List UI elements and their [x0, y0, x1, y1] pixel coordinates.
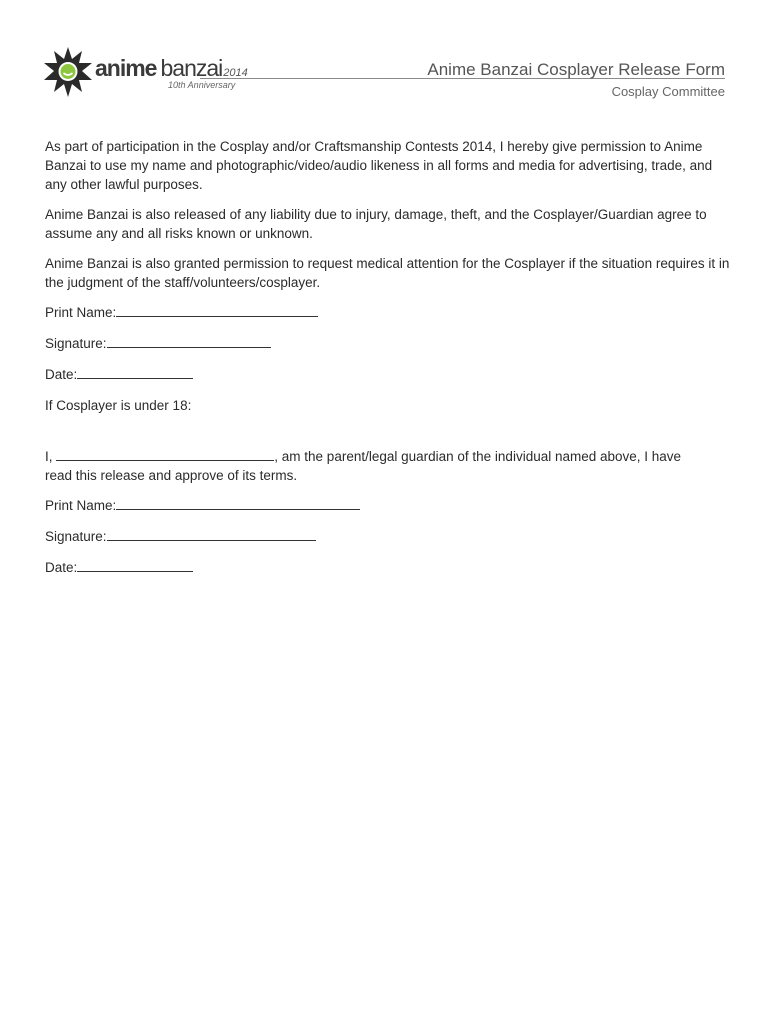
guardian-print-name-row	[45, 496, 730, 527]
guardian-print-name-line[interactable]	[116, 496, 360, 510]
print-name-label: Print Name:	[45, 305, 117, 320]
signature-line[interactable]	[107, 334, 271, 348]
print-name-line[interactable]	[116, 303, 318, 317]
guardian-print-name-label: Print Name:	[45, 498, 117, 513]
minor-section-heading-row	[45, 396, 730, 427]
signature-label: Signature:	[45, 336, 107, 351]
guardian-signature-label: Signature:	[45, 529, 107, 544]
minor-section-heading: If Cosplayer is under 18:	[45, 398, 192, 413]
liability-paragraph: Anime Banzai is also released of any liability due to injury, damage, theft, and the Cosplayer/Guardian agree to assume any and all risks known or unknown.	[45, 207, 707, 241]
guardian-date-row	[45, 558, 730, 589]
guardian-signature-row	[45, 527, 730, 558]
guardian-statement	[45, 447, 730, 485]
brand-light: banzai	[160, 55, 223, 81]
guardian-suffix: , am the parent/legal guardian of the individual named above, I have	[274, 449, 682, 464]
date-row	[45, 365, 730, 396]
permission-paragraph: As part of participation in the Cosplay and/or Craftsmanship Contests 2014, I hereby give permission to Anime Banzai to use my name and photographic/video/audio likeness in all forms and media for advertising, trade, and any other lawful purposes.	[45, 139, 713, 192]
guardian-name-line[interactable]	[56, 447, 274, 461]
signature-row	[45, 334, 730, 365]
anime-banzai-logo-icon	[43, 47, 93, 97]
guardian-prefix: I,	[45, 449, 53, 464]
form-title: Anime Banzai Cosplayer Release Form	[427, 60, 725, 79]
brand-bold: anime	[95, 55, 157, 81]
date-label: Date:	[45, 367, 78, 382]
brand-year: 2014	[223, 67, 248, 79]
guardian-date-label: Date:	[45, 560, 78, 575]
form-body	[45, 137, 730, 589]
date-line[interactable]	[77, 365, 193, 379]
print-name-row	[45, 303, 730, 334]
document-header	[0, 0, 770, 110]
guardian-line-2: read this release and approve of its terms.	[45, 468, 298, 483]
guardian-signature-line[interactable]	[107, 527, 316, 541]
medical-paragraph: Anime Banzai is also granted permission to request medical attention for the Cosplayer if the situation requires it in the judgment of the staff/volunteers/cosplayer.	[45, 256, 730, 290]
anniversary-tagline: 10th Anniversary	[168, 80, 236, 90]
guardian-date-line[interactable]	[77, 558, 193, 572]
committee-name: Cosplay Committee	[611, 84, 725, 99]
